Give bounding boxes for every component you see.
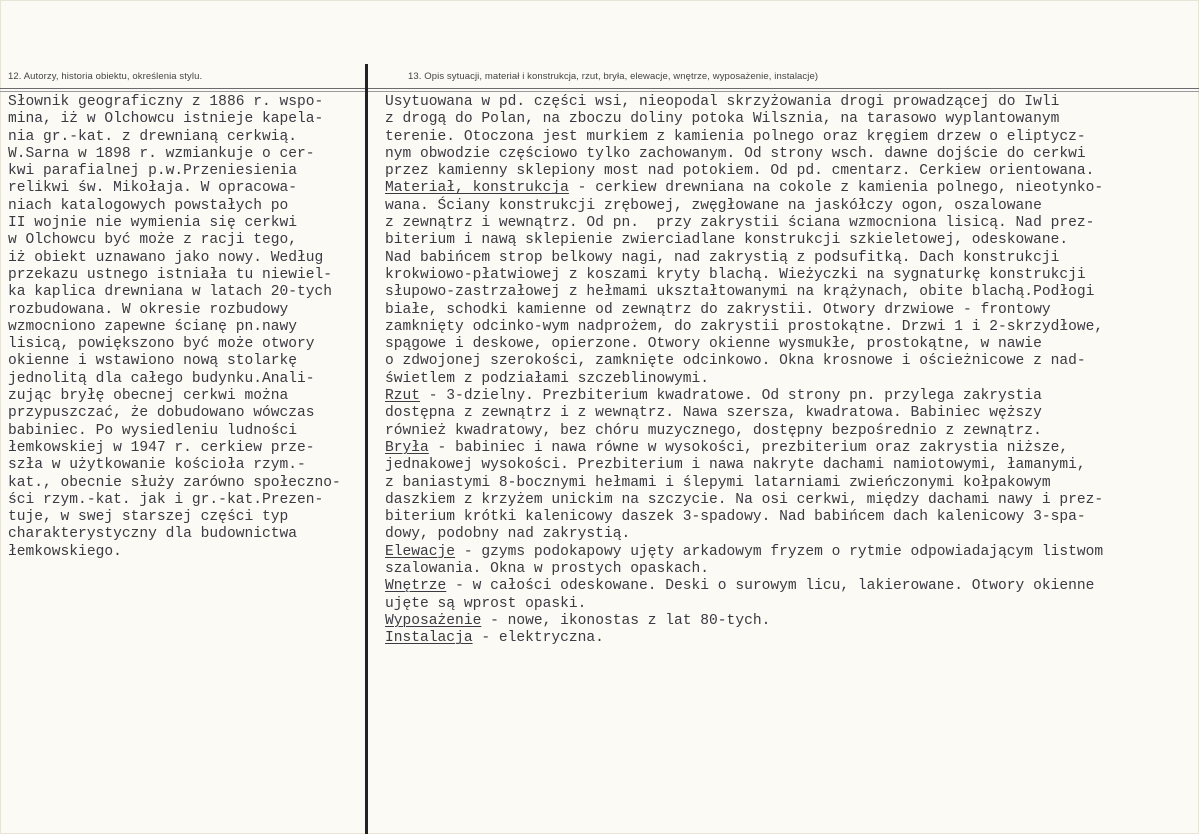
description-text-line xyxy=(385,423,1103,440)
description-text-line xyxy=(385,578,1103,595)
description-text-line xyxy=(385,129,1103,146)
description-text-line xyxy=(385,353,1103,370)
description-text: świetlem z podziałami szczeblinowymi. xyxy=(385,370,710,387)
description-text: spągowe i deskowe, opierzone. Otwory okienne wysmukłe, prostokątne, w nawie xyxy=(385,336,1042,353)
history-text-line: lisicą, powiększono być może otwory xyxy=(8,336,315,353)
description-text: z drogą do Polan, na zboczu doliny potoka Wilsznia, na tarasowo wyplantowanym xyxy=(385,111,1060,128)
description-text: Usytuowana w pd. części wsi, nieopodal skrzyżowania drogi prowadzącej do Iwli xyxy=(385,94,1060,110)
description-text-line xyxy=(385,232,1103,249)
description-text: dostępna z zewnątrz i z wewnątrz. Nawa szersza, kwadratowa. Babiniec węższy xyxy=(385,405,1042,422)
history-text-line: okienne i wstawiono nową stolarkę xyxy=(8,353,298,370)
description-text: biterium i nawą sklepienie zwierciadlane konstrukcji szkieletowej, odeskowane. xyxy=(385,232,1069,249)
description-text: o zdwojonej szerokości, zamknięte odcinkowo. Okna krosnowe i ościeżnicowe z nad- xyxy=(385,353,1086,370)
column-divider xyxy=(365,64,368,834)
description-text-line xyxy=(385,180,1103,197)
history-text-line: niach katalogowych powstałych po xyxy=(8,197,289,214)
history-text-line: ka kaplica drewniana w latach 20-tych xyxy=(8,284,333,301)
history-text-line: jednolitą dla całego budynku.Anali- xyxy=(8,370,315,387)
description-text: białe, schodki kamienne od zewnątrz do zakrystii. Otwory drzwiowe - frontowy xyxy=(385,301,1051,318)
description-text-line xyxy=(385,284,1103,301)
history-text-line: kat., obecnie służy zarówno społeczno- xyxy=(8,474,341,491)
description-text: - cerkiew drewniana na cokole z kamienia polnego, nieotynko- xyxy=(568,180,1104,197)
description-text: - 3-dzielny. Prezbiterium kwadratowe. Od strony pn. przylega zakrystia xyxy=(420,388,1042,405)
description-text: Nad babińcem strop belkowy nagi, nad zakrystią z podsufitką. Dach konstrukcji xyxy=(385,249,1060,266)
section-heading: Wyposażenie xyxy=(385,612,482,629)
description-text-line xyxy=(385,336,1103,353)
description-text-line xyxy=(385,561,1103,578)
history-text-line: charakterystyczny dla budownictwa xyxy=(8,526,298,543)
description-text: - w całości odeskowane. Deski o surowym licu, lakierowane. Otwory okienne xyxy=(446,578,1095,595)
description-text-line xyxy=(385,163,1103,180)
description-text: z zewnątrz i wewnątrz. Od pn. przy zakrystii ściana wzmocniona lisicą. Nad prez- xyxy=(385,215,1095,232)
section-heading: Instalacja xyxy=(385,630,473,647)
description-text-line xyxy=(385,630,1103,647)
history-text-line: relikwi św. Mikołaja. W opracowa- xyxy=(8,180,298,197)
description-text: - gzyms podokapowy ujęty arkadowym fryzem o rytmie odpowiadającym listwom xyxy=(455,543,1104,560)
history-text-line: zując bryłę obecnej cerkwi można xyxy=(8,388,289,405)
description-text: - babiniec i nawa równe w wysokości, prezbiterium oraz zakrystia niższe, xyxy=(428,439,1069,456)
description-text: przez kamienny sklepiony most nad potokiem. Od pd. cmentarz. Cerkiew orientowana. xyxy=(385,163,1095,180)
section-heading: Bryła xyxy=(385,439,429,456)
history-text-line: W.Sarna w 1898 r. wzmiankuje o cer- xyxy=(8,145,315,162)
history-text-line: łemkowskiego. xyxy=(8,543,122,560)
description-text-line xyxy=(385,457,1103,474)
description-text: jednakowej wysokości. Prezbiterium i nawa nakryte dachami namiotowymi, łamanymi, xyxy=(385,457,1086,474)
description-text-line xyxy=(385,198,1103,215)
description-text: biterium krótki kalenicowy daszek 3-spadowy. Nad babińcem dach kalenicowy 3-spa- xyxy=(385,509,1086,526)
description-text-line xyxy=(385,371,1103,388)
section-heading: Wnętrze xyxy=(385,578,447,595)
history-text-line: mina, iż w Olchowcu istnieje kapela- xyxy=(8,111,324,128)
description-text-line xyxy=(385,302,1103,319)
description-text: terenie. Otoczona jest murkiem z kamienia polnego oraz kręgiem drzew o eliptycz- xyxy=(385,128,1086,145)
description-text-line xyxy=(385,388,1103,405)
description-text-line xyxy=(385,94,1103,111)
history-text-line: kwi parafialnej p.w.Przeniesienia xyxy=(8,163,298,180)
section-13-header: 13. Opis sytuacji, materiał i konstrukcja, rzut, bryła, elewacje, wnętrze, wyposażenie, instalacje) xyxy=(408,71,819,82)
section-12-header: 12. Autorzy, historia obiektu, określenia stylu. xyxy=(8,71,203,82)
description-text: ujęte są wprost opaski. xyxy=(385,595,587,612)
description-text: daszkiem z krzyżem unickim na szczycie. Na osi cerkwi, między dachami nawy i prez- xyxy=(385,491,1104,508)
history-text-line: przekazu ustnego istniała tu niewiel- xyxy=(8,266,333,283)
history-text-line: tuje, w swej starszej części typ xyxy=(8,509,289,526)
description-text: szalowania. Okna w prostych opaskach. xyxy=(385,561,710,578)
description-text: zamknięty odcinko-wym nadprożem, do zakrystii prostokątne. Drzwi 1 i 2-skrzydłowe, xyxy=(385,318,1104,335)
description-text: nym obwodzie częściowo tylko zachowanym. Od strony wsch. dawne dojście do cerkwi xyxy=(385,145,1086,162)
history-column xyxy=(8,94,341,561)
description-text: słupowo-zastrzałowej z hełmami ukształtowanymi na krążynach, obite blachą.Podłogi xyxy=(385,284,1095,301)
history-text-line: łemkowskiej w 1947 r. cerkiew prze- xyxy=(8,439,315,456)
history-text-line: ści rzym.-kat. jak i gr.-kat.Prezen- xyxy=(8,491,324,508)
history-text-line: II wojnie nie wymienia się cerkwi xyxy=(8,215,298,232)
history-text-line: przypuszczać, że dobudowano wówczas xyxy=(8,405,315,422)
history-text-line: babiniec. Po wysiedleniu ludności xyxy=(8,422,298,439)
description-text-line xyxy=(385,215,1103,232)
history-text-line: w Olchowcu być może z racji tego, xyxy=(8,232,298,249)
description-text: - elektryczna. xyxy=(472,630,604,647)
section-heading: Rzut xyxy=(385,388,421,405)
description-text-line xyxy=(385,267,1103,284)
description-text-line xyxy=(385,613,1103,630)
description-text-line xyxy=(385,509,1103,526)
history-text-line: wzmocniono zapewne ścianę pn.nawy xyxy=(8,318,298,335)
section-heading: Materiał, konstrukcja xyxy=(385,180,569,197)
history-text-line: rozbudowana. W okresie rozbudowy xyxy=(8,301,289,318)
description-text-line xyxy=(385,146,1103,163)
description-text-line xyxy=(385,475,1103,492)
description-text-line xyxy=(385,440,1103,457)
description-text-line xyxy=(385,526,1103,543)
header-rule-secondary xyxy=(0,91,1199,92)
description-text: krokwiowo-płatwiowej z koszami kryty blachą. Wieżyczki na sygnaturkę konstrukcji xyxy=(385,266,1086,283)
description-text-line xyxy=(385,111,1103,128)
description-column xyxy=(385,94,1103,648)
description-text: - nowe, ikonostas z lat 80-tych. xyxy=(481,612,771,629)
description-text-line xyxy=(385,319,1103,336)
history-text-line: Słownik geograficzny z 1886 r. wspo- xyxy=(8,94,324,110)
description-text-line xyxy=(385,544,1103,561)
description-text: wana. Ściany konstrukcji zrębowej, zwęgłowane na jaskółczy ogon, oszalowane xyxy=(385,197,1042,214)
description-text-line xyxy=(385,405,1103,422)
history-text-line: nia gr.-kat. z drewnianą cerkwią. xyxy=(8,128,298,145)
description-text-line xyxy=(385,492,1103,509)
description-text: z baniastymi 8-bocznymi hełmami i ślepymi latarniami zwieńczonymi kołpakowym xyxy=(385,474,1051,491)
history-text-line: szła w użytkowanie kościoła rzym.- xyxy=(8,457,306,474)
description-text: również kwadratowy, bez chóru muzycznego, dostępny bezpośrednio z zewnątrz. xyxy=(385,422,1042,439)
header-rule xyxy=(0,88,1199,89)
history-text-line: iż obiekt uznawano jako nowy. Według xyxy=(8,249,324,266)
description-text-line xyxy=(385,250,1103,267)
section-heading: Elewacje xyxy=(385,543,456,560)
description-text-line xyxy=(385,596,1103,613)
description-text: dowy, podobny nad zakrystią. xyxy=(385,526,631,543)
